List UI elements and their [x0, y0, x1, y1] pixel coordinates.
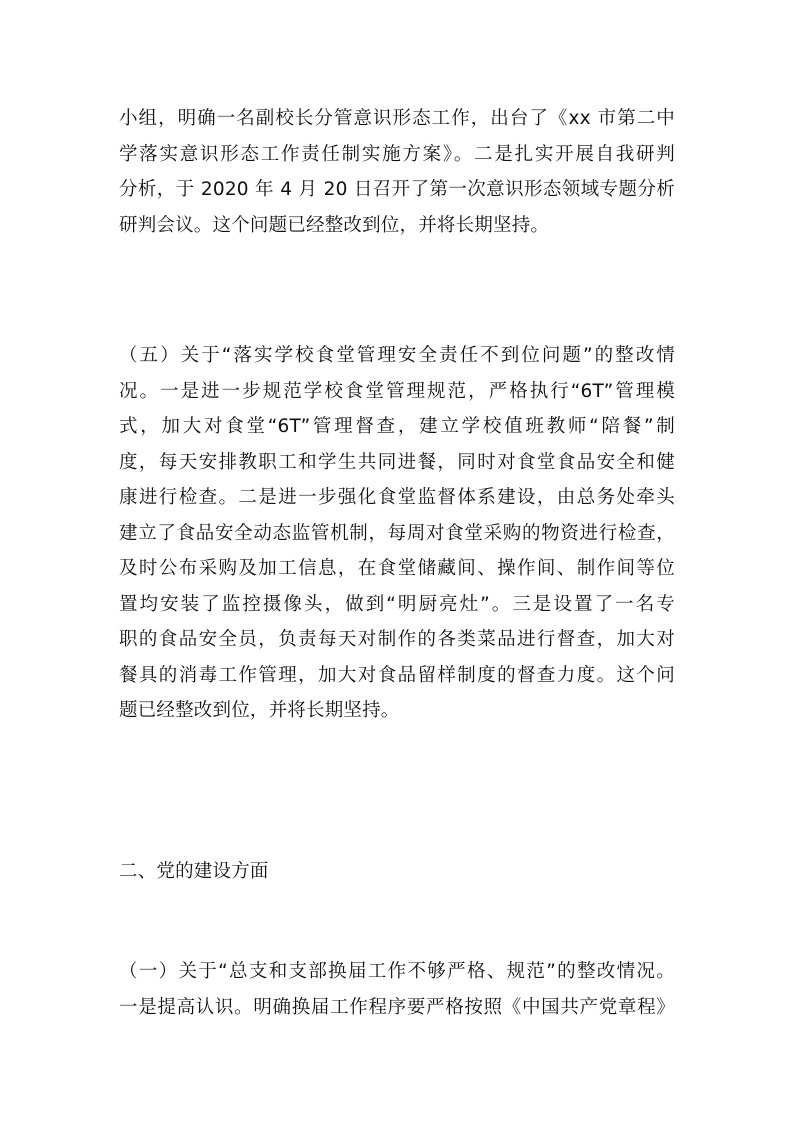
text-line: 式，加大对食堂“6T”管理督查，建立学校值班教师“陪餐”制 [119, 416, 675, 437]
text-line: （五）关于“落实学校食堂管理安全责任不到位问题”的整改情 [119, 345, 675, 366]
text-line: 题已经整改到位，并将长期坚持。 [119, 700, 400, 721]
text-line: 况。一是进一步规范学校食堂管理规范，严格执行“6T”管理模 [119, 380, 675, 402]
text-line: 康进行检查。二是进一步强化食堂监督体系建设，由总务处牵头 [119, 487, 675, 508]
text-line: 度，每天安排教职工和学生共同进餐，同时对食堂食品安全和健 [119, 451, 675, 473]
heading-text: 二、党的建设方面 [119, 861, 269, 882]
paragraph-branch-election [119, 954, 675, 1025]
text-line: 建立了食品安全动态监管机制，每周对食堂采购的物资进行检查， [119, 522, 675, 544]
paragraph-canteen-safety [119, 338, 675, 729]
text-line: 研判会议。这个问题已经整改到位，并将长期坚持。 [119, 214, 550, 236]
text-line: 及时公布采购及加工信息，在食堂储藏间、操作间、制作间等位 [119, 558, 675, 579]
text-line: 置均安装了监控摄像头，做到“明厨亮灶”。三是设置了一名专 [119, 593, 675, 615]
paragraph-ideology-rectification [119, 101, 675, 243]
section-heading-party-building [119, 854, 675, 890]
text-line: 小组，明确一名副校长分管意识形态工作，出台了《xx 市第二中 [119, 108, 675, 129]
text-line: 餐具的消毒工作管理，加大对食品留样制度的督查力度。这个问 [119, 664, 675, 686]
text-line: 职的食品安全员，负责每天对制作的各类菜品进行督查，加大对 [119, 629, 675, 650]
text-line: 分析，于 2020 年 4 月 20 日召开了第一次意识形态领域专题分析 [119, 179, 675, 200]
text-line: 学落实意识形态工作责任制实施方案》。二是扎实开展自我研判 [119, 143, 675, 165]
text-line: （一）关于“总支和支部换届工作不够严格、规范”的整改情况。 [119, 961, 675, 982]
text-line: 一是提高认识。明确换届工作程序要严格按照《中国共产党章程》 [119, 996, 675, 1018]
